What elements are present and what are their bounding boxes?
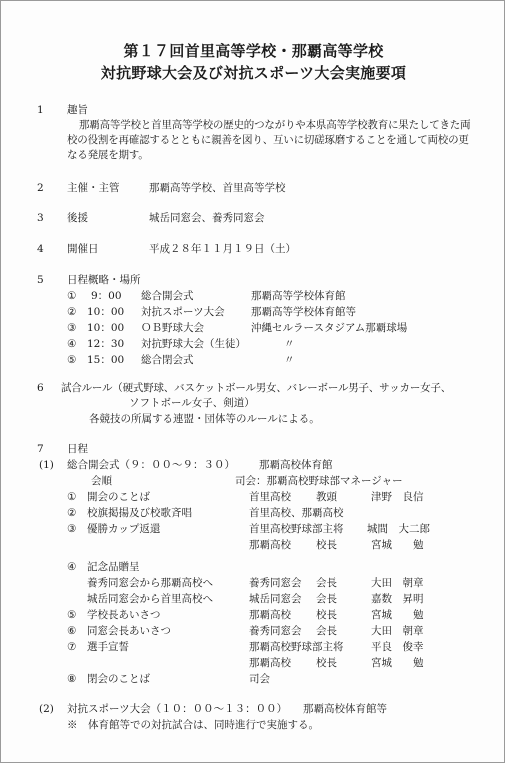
master-of-ceremonies: 司会：那覇高校野球部マネージャー — [235, 475, 403, 487]
schedule-row-place: 〃 — [284, 338, 295, 350]
subsection-2-note: ※ 体育館等での対抗試合は、同時進行で実施する。 — [67, 719, 319, 731]
program-item-label: 記念品贈呈 — [87, 561, 140, 573]
program-item-label: 城岳同窓会から首里高校へ — [87, 593, 213, 605]
program-item-mark: ③ — [67, 523, 77, 535]
program-item-label: 同窓会長あいさつ — [87, 625, 171, 637]
schedule-row-event: 対抗スポーツ大会 — [141, 306, 225, 318]
program-item-org: 首里高校野球部主将 — [249, 523, 344, 535]
section-4-number: 4 — [37, 243, 44, 255]
program-item-label: 養秀同窓会から那覇高校へ — [87, 577, 213, 589]
program-item-org: 城岳同窓会 — [249, 593, 302, 605]
subsection-1-number: (1) — [39, 459, 54, 471]
schedule-row-place: 那覇高等学校体育館等 — [251, 306, 356, 318]
section-3-value: 城岳同窓会、養秀同窓会 — [149, 212, 265, 224]
schedule-row-place: 那覇高等学校体育館 — [251, 290, 346, 302]
schedule-row-mark: ② — [67, 306, 77, 318]
program-item-org: 那覇高校 — [249, 657, 291, 669]
program-item-mark: ⑧ — [67, 673, 77, 685]
program-item-mark: ① — [67, 491, 77, 503]
schedule-row-event: 対抗野球大会（生徒） — [141, 338, 246, 350]
program-item-role: 教頭 — [316, 491, 337, 503]
section-3-label: 後援 — [67, 212, 88, 224]
section-5-number: 5 — [37, 274, 44, 286]
section-7-number: 7 — [37, 443, 44, 455]
schedule-row-time: 15：00 — [87, 354, 125, 366]
document-title-line-2: 対抗野球大会及び対抗スポーツ大会実施要項 — [100, 64, 407, 82]
program-item-mark: ⑦ — [67, 641, 77, 653]
program-item-person: 津野 良信 — [371, 491, 424, 503]
program-item-role: 校長 — [316, 539, 337, 551]
section-1-number: 1 — [37, 104, 44, 116]
document-title-line-1: 第１７回首里高等学校・那覇高等学校 — [123, 42, 384, 60]
schedule-row-place: 〃 — [284, 354, 295, 366]
program-item-person: 宮城 勉 — [371, 539, 424, 551]
program-item-mark: ⑤ — [67, 609, 77, 621]
section-5-heading: 日程概略・場所 — [67, 274, 141, 286]
schedule-row-event: ＯＢ野球大会 — [141, 322, 204, 334]
section-2-number: 2 — [37, 182, 44, 194]
subsection-2-venue: 那覇高校体育館等 — [303, 703, 387, 715]
schedule-row-time: 10：00 — [87, 322, 125, 334]
program-item-label: 校旗掲揚及び校歌斉唱 — [87, 507, 192, 519]
program-item-role: 校長 — [316, 609, 337, 621]
schedule-row-mark: ① — [67, 290, 77, 302]
program-item-org: 那覇高校 — [249, 609, 291, 621]
section-6-number: 6 — [37, 382, 44, 394]
section-3-number: 3 — [37, 212, 44, 224]
program-item-person: 宮城 勉 — [371, 609, 424, 621]
program-item-org: 首里高校、那覇高校 — [249, 507, 344, 519]
section-2-label: 主催・主管 — [67, 182, 120, 194]
subsection-2-title: 対抗スポーツ大会（１０：００～１３：００） — [67, 703, 288, 715]
section-6-description: 各競技の所属する連盟・団体等のルールによる。 — [89, 413, 320, 425]
program-item-person: 大田 朝章 — [371, 577, 424, 589]
program-item-label: 優勝カップ返還 — [87, 523, 161, 535]
program-item-person: 大田 朝章 — [371, 625, 424, 637]
program-item-mark: ④ — [67, 561, 77, 573]
program-item-role: 会長 — [316, 577, 337, 589]
program-item-org: 司会 — [249, 673, 270, 685]
program-item-label: 閉会のことば — [87, 673, 150, 685]
section-2-value: 那覇高等学校、首里高等学校 — [149, 182, 286, 194]
program-item-org: 養秀同窓会 — [249, 577, 302, 589]
program-item-role: 校長 — [316, 657, 337, 669]
program-item-role: 会長 — [316, 625, 337, 637]
schedule-row-time: 12：30 — [87, 338, 125, 350]
section-4-label: 開催日 — [67, 243, 99, 255]
schedule-row-mark: ⑤ — [67, 354, 77, 366]
section-7-heading: 日程 — [67, 443, 88, 455]
schedule-row-time: 9：00 — [91, 290, 122, 302]
section-6-heading: 試合ルール（硬式野球、バスケットボール男女、バレーボール男子、サッカー女子、 — [61, 382, 452, 394]
program-item-person: 城間 大二郎 — [367, 523, 430, 535]
program-item-mark: ⑥ — [67, 625, 77, 637]
program-item-person: 宮城 勉 — [371, 657, 424, 669]
program-item-org: 養秀同窓会 — [249, 625, 302, 637]
section-4-value: 平成２８年１１月１９日（土） — [149, 243, 296, 255]
program-item-person: 平良 俊幸 — [371, 641, 424, 653]
schedule-row-event: 総合開会式 — [141, 290, 194, 302]
schedule-row-time: 10：00 — [87, 306, 125, 318]
program-item-org: 那覇高校 — [249, 539, 291, 551]
subsection-1-venue: 那覇高校体育館 — [259, 459, 333, 471]
subsection-1-title: 総合開会式（９：００～９：３０） — [67, 459, 235, 471]
program-item-person: 嘉数 昇明 — [371, 593, 424, 605]
program-item-org: 那覇高校野球部主将 — [249, 641, 344, 653]
order-label: 会順 — [91, 475, 112, 487]
program-item-label: 選手宣誓 — [87, 641, 129, 653]
schedule-row-event: 総合閉会式 — [141, 354, 194, 366]
program-item-role: 会長 — [316, 593, 337, 605]
subsection-2-number: (2) — [39, 703, 54, 715]
program-item-org: 首里高校 — [249, 491, 291, 503]
program-item-label: 開会のことば — [87, 491, 150, 503]
section-1-line-1: 那覇高等学校と首里高等学校の歴史的つながりや本県高等学校教育に果たしてきた両 — [79, 119, 471, 131]
section-6-heading-continued: ソフトボール女子、剣道） — [129, 397, 255, 409]
section-1-line-2: 校の役割を再確認するとともに親善を図り、互いに切磋琢磨することを通して両校の更 — [67, 134, 469, 146]
program-item-mark: ② — [67, 507, 77, 519]
section-1-heading: 趣旨 — [67, 104, 88, 116]
schedule-row-place: 沖縄セルラースタジアム那覇球場 — [251, 322, 408, 334]
schedule-row-mark: ④ — [67, 338, 77, 350]
schedule-row-mark: ③ — [67, 322, 77, 334]
section-1-line-3: なる発展を期す。 — [67, 149, 149, 161]
program-item-label: 学校長あいさつ — [87, 609, 161, 621]
